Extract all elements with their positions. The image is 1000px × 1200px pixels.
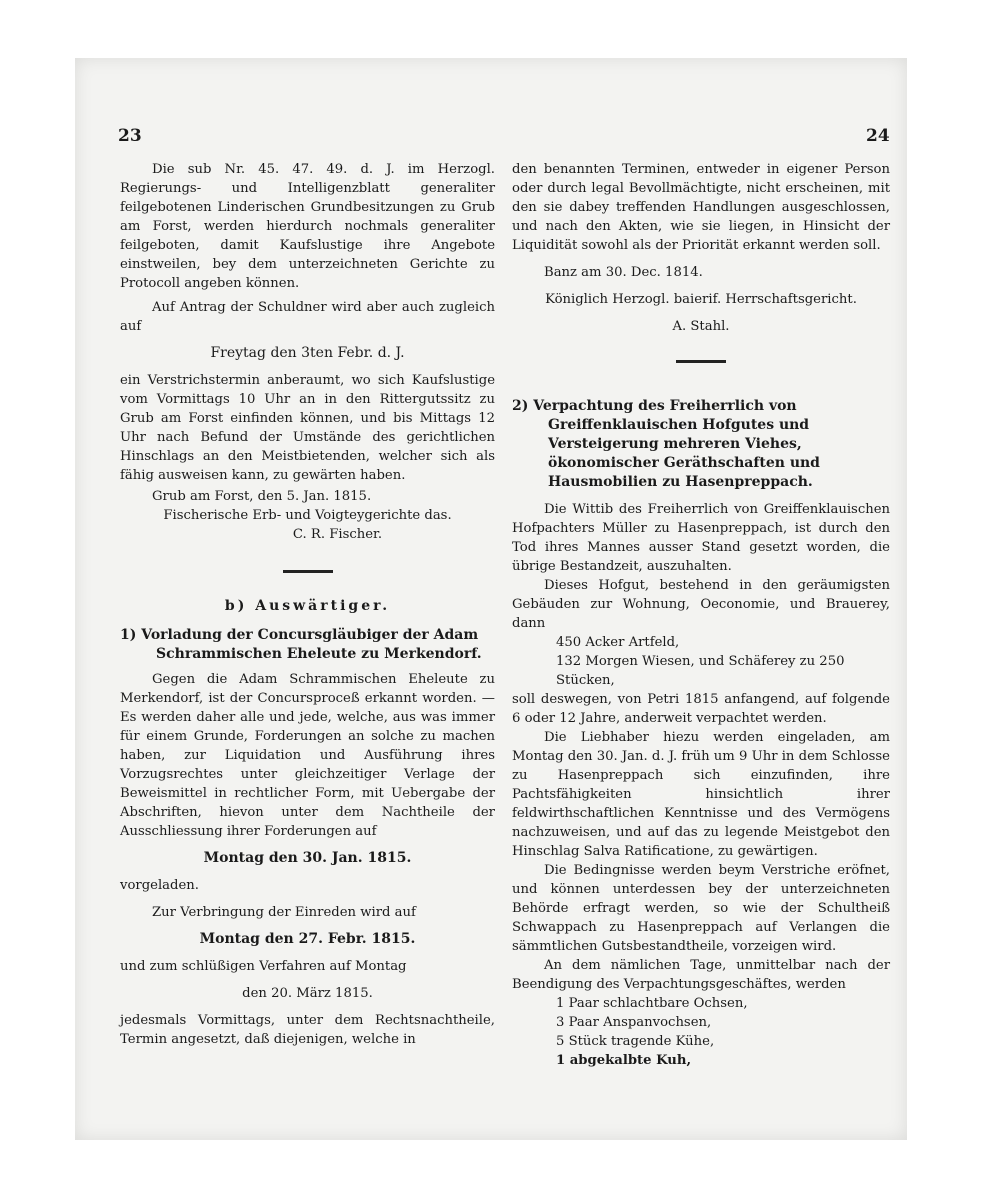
notice-paragraph: und zum schlüßigen Verfahren auf Montag bbox=[120, 959, 407, 974]
notice-paragraph: Die Wittib des Freiherrlich von Greiffenklauischen Hofpachters Müller zu Hasenpreppach, ist durch den Tod ihres Mannes ausser Stand gesetzt worden, die übrige Bestandzeit, auszuhalten. bbox=[512, 502, 890, 574]
court-name: Königlich Herzogl. baierif. Herrschaftsgericht. bbox=[545, 292, 857, 307]
signer: A. Stahl. bbox=[672, 319, 730, 334]
place-date: Grub am Forst, den 5. Jan. 1815. bbox=[152, 489, 372, 504]
date-line: Montag den 30. Jan. 1815. bbox=[203, 850, 412, 866]
list-item: 1 Paar schlachtbare Ochsen, bbox=[556, 996, 748, 1011]
item-title: 1) Vorladung der Concursgläubiger der Adam Schrammischen Eheleute zu Merkendorf. bbox=[120, 627, 482, 662]
notice-paragraph: Die Liebhaber hiezu werden eingeladen, am Montag den 30. Jan. d. J. früh um 9 Uhr in dem Schlosse zu Hasenpreppach sich einzufinden, ihre Pachtsfähigkeiten hinsichtlich ihrer feldwirthschaftlichen Kenntnisse und des Vermögens nachzuweisen, und auf das zu legende Meistgebot den Hinschlag Salva Ratificatione, zu gewärtigen. bbox=[512, 730, 890, 859]
signer: C. R. Fischer. bbox=[292, 527, 383, 542]
notice-paragraph: den benannten Terminen, entweder in eigener Person oder durch legal Bevollmächtigte, nicht erscheinen, mit den sie dabey treffenden Handlungen ausgeschlossen, und nach den Akten, wie sie liegen, in Hinsicht der Liquidität sowohl als der Priorität erkannt werden soll. bbox=[512, 162, 890, 253]
date-line: Montag den 27. Febr. 1815. bbox=[199, 931, 416, 947]
page-number-left: 23 bbox=[118, 126, 142, 146]
notice-paragraph: Die Bedingnisse werden beym Verstriche eröfnet, und können unterdessen bey der unterzeichneten Behörde erfragt werden, so wie der Schultheiß Schwappach zu Hasenpreppach auf Verlangen die sämmtlichen Gutsbestandtheile, vorzeigen wird. bbox=[512, 863, 890, 954]
item-title: 2) Verpachtung des Freiherrlich von Greiffenklauischen Hofgutes und Versteigerung mehreren Viehes, ökonomischer Geräthschaften und Hausmobilien zu Hasenpreppach. bbox=[512, 398, 820, 490]
notice-paragraph: jedesmals Vormittags, unter dem Rechtsnachtheile, Termin angesetzt, daß diejenigen, welche in bbox=[120, 1013, 495, 1047]
notice-paragraph: vorgeladen. bbox=[120, 878, 199, 893]
date-line: den 20. März 1815. bbox=[242, 986, 373, 1001]
notice-paragraph: ein Verstrichstermin anberaumt, wo sich Kaufslustige vom Vormittags 10 Uhr an in den Rittergutssitz zu Grub am Forst einfinden können, und bis Mittags 12 Uhr nach Befund der Umstände des gerichtlichen Hinschlags an den Meistbietenden, welcher sich als fähig ausweisen kann, zu gewärten haben. bbox=[120, 373, 495, 483]
list-item: 5 Stück tragende Kühe, bbox=[556, 1034, 715, 1049]
section-heading: b) Auswärtiger. bbox=[224, 598, 391, 614]
notice-paragraph: Gegen die Adam Schrammischen Eheleute zu Merkendorf, ist der Concursproceß erkannt worden. — Es werden daher alle und jede, welche, aus was immer für einem Grunde, Forderungen an solche zu machen haben, zur Liquidation und Ausführung ihres Vorzugsrechtes unter gleichzeitiger Verlage der Beweismittel in rechtlicher Form, mit Uebergabe der Abschriften, hievon unter dem Nachtheile der Ausschliessung ihrer Forderungen auf bbox=[120, 672, 495, 839]
notice-paragraph: Auf Antrag der Schuldner wird aber auch zugleich auf bbox=[120, 300, 495, 334]
notice-paragraph: An dem nämlichen Tage, unmittelbar nach der Beendigung des Verpachtungsgeschäftes, werden bbox=[512, 958, 890, 992]
list-item: 1 abgekalbte Kuh, bbox=[556, 1053, 692, 1068]
right-column bbox=[512, 160, 890, 1070]
list-item: 3 Paar Anspanvochsen, bbox=[556, 1015, 712, 1030]
page-number-right: 24 bbox=[866, 126, 890, 146]
place-date: Banz am 30. Dec. 1814. bbox=[544, 265, 703, 280]
court-name: Fischerische Erb- und Voigteygerichte das. bbox=[163, 508, 452, 523]
notice-paragraph: Die sub Nr. 45. 47. 49. d. J. im Herzogl. Regierungs- und Intelligenzblatt generaliter feilgebotenen Linderischen Grundbesitzungen zu Grub am Forst, werden hierdurch nochmals generaliter feilgeboten, damit Kaufslustige ihre Angebote einstweilen, bey dem unterzeichneten Gerichte zu Protocoll angeben können. bbox=[120, 162, 495, 291]
notice-paragraph: soll deswegen, von Petri 1815 anfangend, auf folgende 6 oder 12 Jahre, anderweit verpachtet werden. bbox=[512, 692, 890, 726]
land-item: 132 Morgen Wiesen, und Schäferey zu 250 Stücken, bbox=[556, 654, 845, 688]
separator-rule bbox=[283, 570, 333, 573]
notice-paragraph: Zur Verbringung der Einreden wird auf bbox=[152, 905, 416, 920]
notice-paragraph: Dieses Hofgut, bestehend in den geräumigsten Gebäuden zur Wohnung, Oeconomie, und Brauerey, dann bbox=[512, 578, 890, 631]
date-line: Freytag den 3ten Febr. d. J. bbox=[210, 345, 405, 361]
separator-rule bbox=[676, 360, 726, 363]
livestock-list bbox=[512, 994, 890, 1070]
land-item: 450 Acker Artfeld, bbox=[556, 635, 680, 650]
left-column bbox=[120, 160, 495, 1049]
